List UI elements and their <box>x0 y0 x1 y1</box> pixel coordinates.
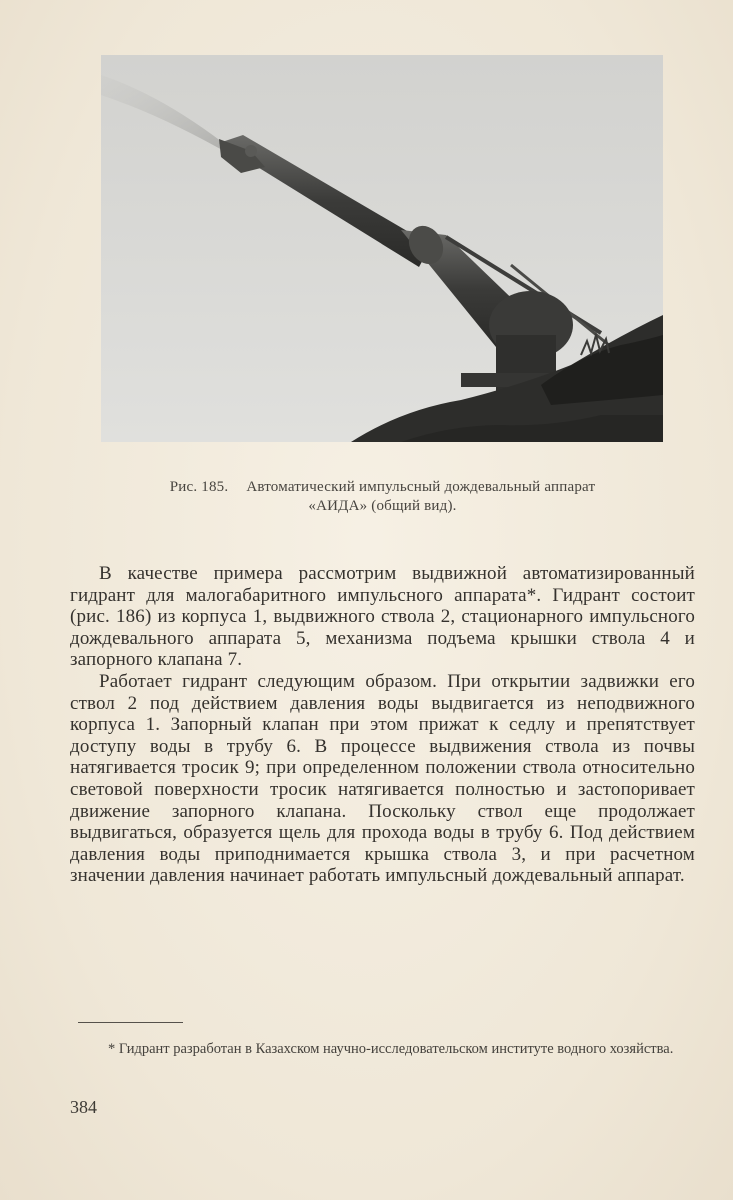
page-number: 384 <box>70 1097 97 1117</box>
paragraph-2: Работает гидрант следующим образом. При открытии задвижки его ствол 2 под действием давления воды выдвигается из неподвижного корпуса 1. Запорный клапан при этом прижат к седлу и препятствует доступу воды в трубу 6. В процессе выдвижения ствола из почвы натягивается тросик 9; при определенном положении ствола относительно световой поверхности тросик натягивается полностью и застопоривает движение запорного клапана. Поскольку ствол еще продолжает выдвигаться, образуется щель для прохода воды в трубу 6. Под действием давления воды приподнимается крышка ствола 3, и при расчетном значении давления начинает работать импульсный дождевальный аппарат. <box>70 670 695 887</box>
caption-line-1 <box>70 478 695 497</box>
figure-photo <box>101 55 663 442</box>
paragraph-1: В качестве примера рассмотрим выдвижной автоматизированный гидрант для малогабаритного импульсного аппарата*. Гидрант состоит (рис. 186) из корпуса 1, выдвижного ствола 2, стационарного импульсного дождевального аппарата 5, механизма подъема крышки ствола 4 и запорного клапана 7. <box>70 563 695 671</box>
figure-number: Рис. 185. <box>169 479 229 495</box>
caption-text-1: Автоматический импульсный дождевальный аппарат <box>246 479 596 495</box>
footnote-divider <box>78 1022 183 1023</box>
figure-caption <box>70 478 695 516</box>
footnote: * Гидрант разработан в Казахском научно-исследовательском институте водного хозяйства. <box>108 1041 674 1057</box>
caption-line-2: «АИДА» (общий вид). <box>308 498 457 514</box>
main-text <box>70 563 695 887</box>
sprinkler-photo-illustration <box>101 55 663 442</box>
